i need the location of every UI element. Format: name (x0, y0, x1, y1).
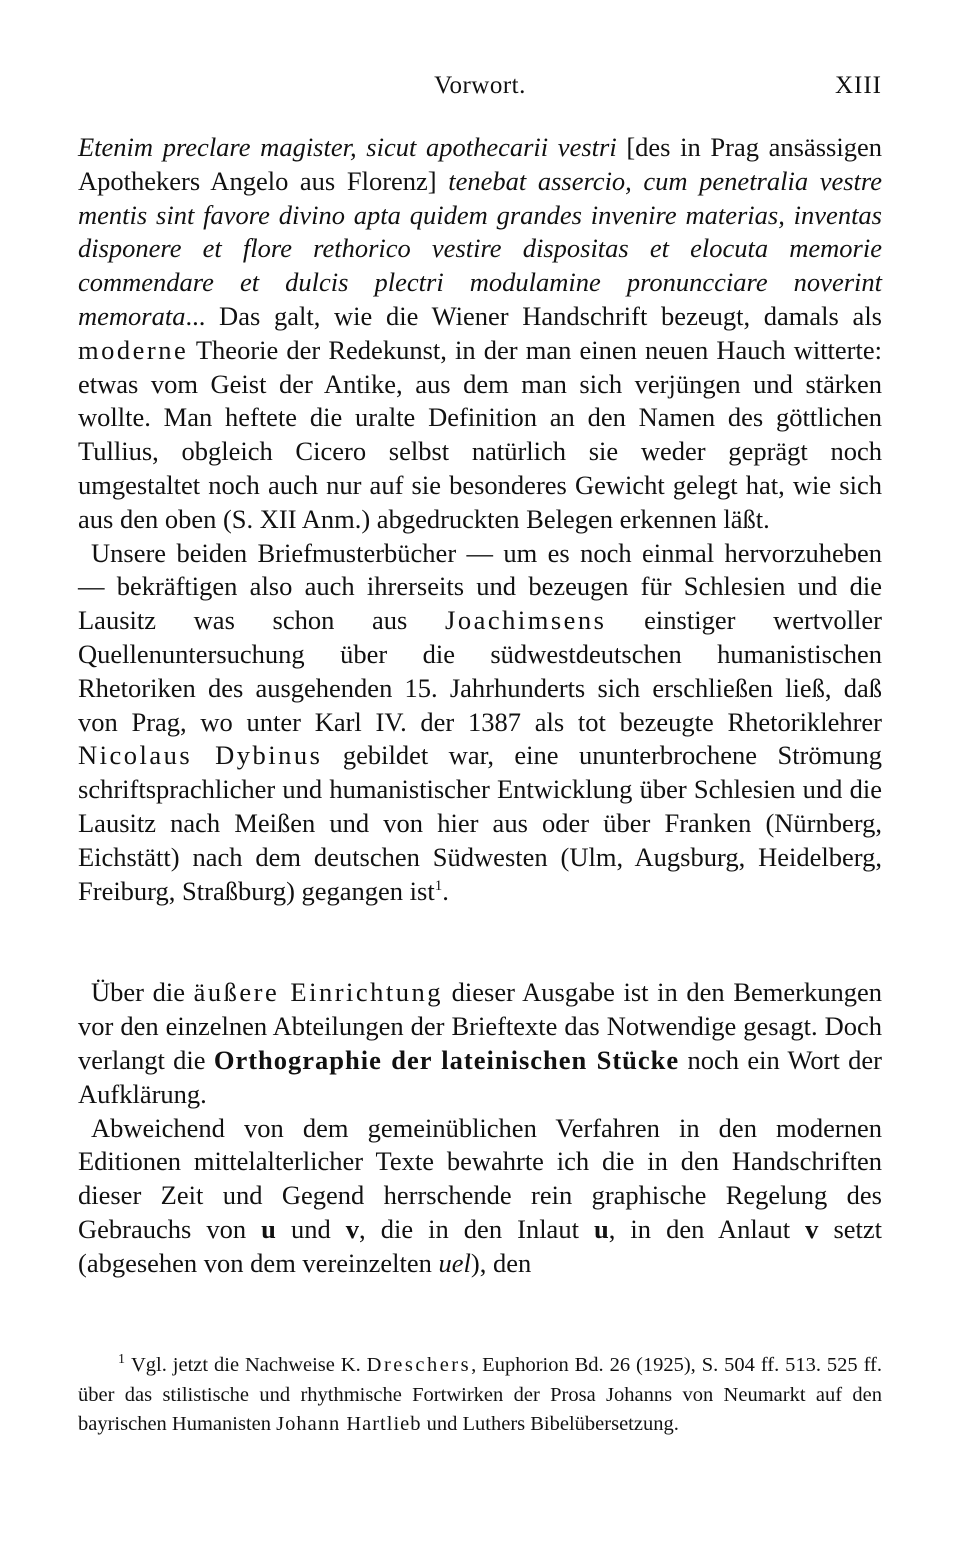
letter-u: u (261, 1213, 276, 1244)
running-title: Vorwort. (434, 72, 526, 99)
paragraph-2 (78, 537, 882, 909)
paragraph-2-text-b: einstiger wertvoller Quellenuntersuchung über die südwestdeutschen humanistischen Rhetoriken des ausgehenden 15. Jahrhunderts sich erschließen ließ, daß von Prag, wo unter Karl IV. der 1387 als tot bezeugte Rhetoriklehrer (78, 605, 882, 737)
section-gap (78, 908, 882, 976)
paragraph-3 (78, 976, 882, 1111)
footnote-text-b: , Euphorion Bd. 26 (1925), S. 504 ff. 513. 525 ff. über das stilistische und rhythmische Fortwirken der Prosa Johanns von Neumarkt auf den bayrischen Humanisten (78, 1354, 883, 1435)
footnote-reference: 1 (434, 877, 443, 894)
spaced-name-dybinus: Nicolaus Dybinus (78, 740, 323, 771)
spaced-name-joachimsens: Joachimsens (445, 605, 607, 636)
footnote-section (78, 1351, 882, 1440)
paragraph-4-text-b: und (275, 1213, 346, 1244)
footnote-1 (78, 1351, 882, 1440)
spaced-phrase: äußere Einrichtung (193, 977, 444, 1008)
letter-v-second: v (805, 1213, 819, 1244)
bold-phrase: Orthographie der lateinischen Stücke (213, 1044, 680, 1075)
paragraph-2-text-a: Unsere beiden Briefmusterbücher — um es noch einmal hervorzuheben — bekräftigen also auch ihrerseits und bezeugen für Schlesien und die Lausitz was schon aus (78, 537, 882, 636)
letter-v: v (345, 1213, 360, 1244)
paragraph-3-text-c: noch ein Wort der Aufklärung. (78, 1044, 883, 1109)
paragraph-1 (78, 131, 882, 537)
paragraph-1-text-b: Theorie der Redekunst, in der man einen neuen Hauch witterte: etwas vom Geist der Antike, aus dem man sich verjüngen und stärken wollte. Man heftete die uralte Definition an den Namen des göttlichen Tullius, obgleich Cicero selbst natürlich sie weder geprägt noch umgestaltet noch auch nur auf sie besonderes Gewicht gelegt hat, wie sich aus den oben (S. XII Anm.) abgedruckten Belegen erkennen läßt. (78, 334, 882, 534)
latin-quote: Etenim preclare magister, sicut apothecarii vestri (78, 132, 617, 162)
paragraph-4 (78, 1112, 882, 1281)
paragraph-2-end: . (442, 875, 449, 906)
main-text (78, 131, 882, 1281)
italic-word-uel: uel (438, 1247, 471, 1278)
paragraph-4-text-c: , die in den Inlaut (359, 1213, 594, 1244)
footnote-spaced-name: Dreschers (366, 1354, 472, 1376)
paragraph-4-text-a: Abweichend von dem gemeinüblichen Verfahren in den modernen Editionen mittelalterlicher Texte bewahrte ich die in den Handschriften dieser Zeit und Gegend herrschende rein graphische Regelung des Gebrauchs von (78, 1112, 882, 1244)
letter-u-second: u (594, 1213, 609, 1244)
paragraph-4-text-f: ), den (470, 1247, 532, 1278)
latin-quote-continued: tenebat assercio, cum penetralia vestre mentis sint favore divino apta quidem grandes invenire materias, inventas disponere et flore rethorico vestire dispositas et elocuta memorie commendare et dulcis plectri modulamine pronuncciare noverint memorata (78, 165, 882, 331)
spaced-word-moderne: moderne (78, 334, 189, 365)
paragraph-3-text-a: Über die (91, 977, 194, 1008)
footnote-text-c: und Luthers Bibelübersetzung. (421, 1413, 679, 1435)
page-number: XIII (834, 72, 882, 99)
footnote-text-a: Vgl. jetzt die Nachweise K. (131, 1354, 367, 1376)
paragraph-2-text-c: gebildet war, eine ununterbrochene Strömung schriftsprachlicher und humanistischer Entwicklung über Schlesien und die Lausitz nach Meißen und von hier aus oder über Franken (Nürnberg, Eichstätt) nach dem deutschen Südwesten (Ulm, Augsburg, Heidelberg, Freiburg, Straßburg) gegangen ist (78, 740, 882, 906)
paragraph-4-text-d: , in den Anlaut (608, 1213, 806, 1244)
page-header (78, 68, 882, 104)
footnote-name-hartlieb: Johann Hartlieb (276, 1413, 422, 1435)
paragraph-1-text-a: ... Das galt, wie die Wiener Handschrift bezeugt, damals als (185, 300, 882, 331)
paragraph-4-text-e: setzt (abgesehen von dem vereinzelten (78, 1213, 883, 1278)
bracket-note: [des in Prag ansässigen Apothekers Angelo aus Florenz] (78, 132, 882, 196)
footnote-mark: 1 (118, 1352, 125, 1368)
paragraph-3-text-b: dieser Ausgabe ist in den Bemerkungen vor den einzelnen Abteilungen der Brieftexte das Notwendige gesagt. Doch verlangt die (78, 977, 882, 1075)
